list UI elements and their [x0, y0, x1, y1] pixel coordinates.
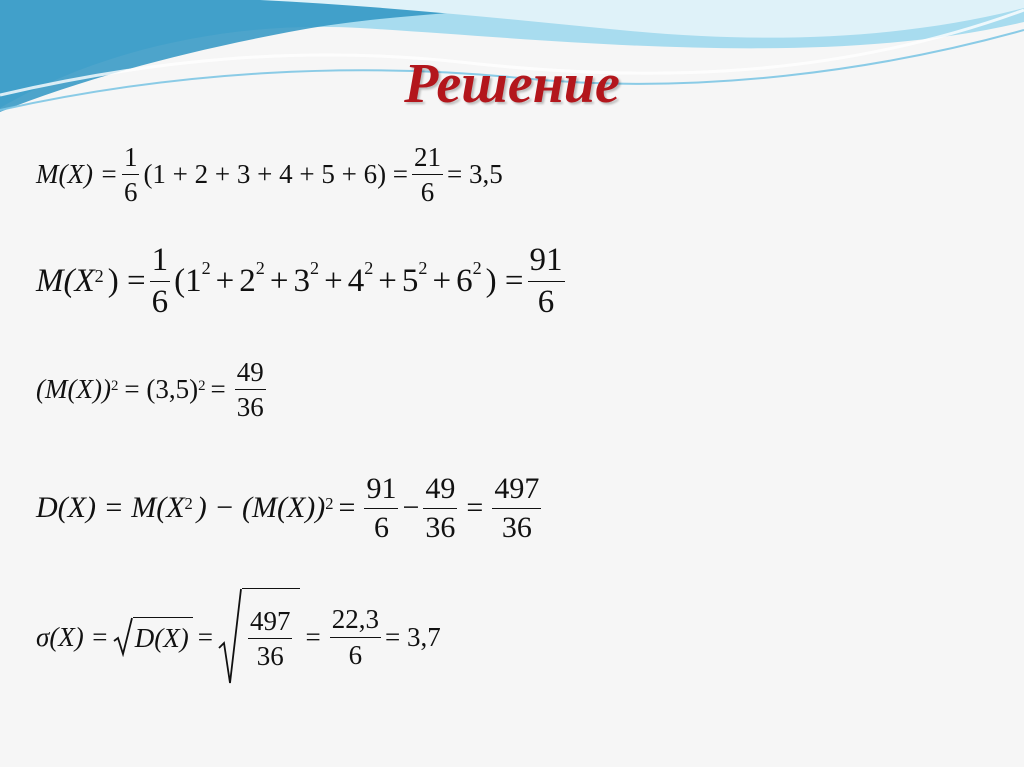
eq1-sum: (1 + 2 + 3 + 4 + 5 + 6) = [143, 159, 409, 190]
eq2-term-base: 1 [185, 262, 202, 299]
eq5-frac2-denominator: 6 [348, 639, 363, 670]
eq3-lhs: (M(X)) [36, 374, 111, 405]
eq5-lhs: σ(X) = [36, 621, 109, 652]
eq4-fraction-result [492, 473, 541, 543]
eq1-fraction-result [412, 143, 443, 207]
eq5-sqrt-variance [113, 617, 193, 657]
eq4-lhs: D(X) = M(X [36, 491, 185, 524]
eq4-exponent-2: 2 [325, 493, 334, 513]
eq4-frac1-denominator: 6 [373, 510, 389, 544]
eq2-fraction-result [528, 243, 565, 319]
eq4-frac2-denominator: 36 [425, 510, 456, 544]
eq4-equals-2: = [466, 491, 484, 524]
eq2-term-exponent: 2 [364, 258, 374, 279]
fraction-bar [330, 637, 381, 638]
eq3-frac-numerator: 49 [236, 357, 264, 387]
eq1-fraction-one-sixth [122, 143, 140, 207]
fraction-bar [492, 508, 541, 509]
eq2-plus: + [378, 262, 397, 299]
equation-expectation-of-square [36, 243, 569, 319]
eq3-frac-denominator: 36 [236, 392, 264, 423]
eq5-fraction-1 [248, 607, 293, 671]
eq2-plus: + [324, 262, 343, 299]
eq5-sqrt-fraction [218, 588, 301, 686]
eq4-equals-1: = [338, 491, 356, 524]
eq5-sqrt2-radicand [242, 588, 301, 686]
radical-sign-icon [218, 588, 242, 686]
eq2-term-3 [293, 258, 320, 300]
eq1-result: = 3,5 [447, 159, 503, 190]
eq1-lhs: M(X) = [36, 159, 118, 190]
eq2-term-exponent: 2 [472, 258, 482, 279]
eq2-term-base: 5 [401, 262, 419, 299]
eq2-lhs-exponent: 2 [94, 266, 104, 287]
eq4-fraction-2 [423, 473, 457, 543]
eq2-close: ) = [485, 262, 524, 299]
eq2-term-4 [347, 258, 374, 300]
eq1-frac2-denominator: 6 [420, 177, 435, 208]
radical-sign-icon [113, 617, 133, 657]
fraction-bar [122, 174, 140, 175]
eq2-term-exponent: 2 [255, 258, 265, 279]
eq5-frac1-denominator: 36 [256, 641, 284, 671]
fraction-bar [528, 281, 565, 282]
eq2-term-1 [185, 258, 211, 300]
eq3-mid-exponent: 2 [198, 377, 206, 394]
eq2-open-paren: ( [174, 262, 186, 299]
eq1-frac2-numerator: 21 [414, 142, 442, 172]
eq2-term-exponent: 2 [201, 258, 211, 279]
fraction-bar [423, 508, 457, 509]
eq1-frac1-numerator: 1 [123, 142, 138, 172]
eq4-exponent-1: 2 [184, 493, 193, 513]
fraction-bar [235, 389, 266, 390]
eq2-frac1-numerator: 1 [151, 242, 169, 278]
eq5-result: = 3,7 [384, 621, 441, 652]
eq3-equals: = [210, 374, 226, 405]
eq2-term-base: 4 [347, 262, 365, 299]
fraction-bar [412, 174, 443, 175]
fraction-bar [150, 281, 171, 282]
eq5-frac1-numerator: 497 [249, 605, 291, 636]
eq4-frac1-numerator: 91 [366, 472, 397, 505]
eq3-fraction-result [235, 358, 266, 422]
eq5-frac2-numerator: 22,3 [331, 604, 379, 635]
eq2-term-base: 2 [239, 262, 256, 299]
eq4-frac2-numerator: 49 [425, 472, 456, 505]
eq5-equals-2: = [305, 621, 321, 652]
slide-title: Решение [404, 53, 620, 115]
eq2-plus: + [215, 262, 235, 299]
eq4-frac3-numerator: 497 [494, 472, 540, 505]
eq2-lhs-b: ) = [107, 262, 146, 299]
eq2-fraction-one-sixth [150, 243, 171, 319]
eq3-lhs-exponent: 2 [110, 377, 119, 394]
fraction-bar [248, 638, 293, 639]
equation-variance [36, 473, 545, 543]
fraction-bar [364, 508, 398, 509]
eq4-mid: ) − (M(X)) [196, 491, 326, 524]
equation-square-of-expectation [36, 358, 270, 422]
eq1-frac1-denominator: 6 [123, 177, 138, 208]
eq2-plus: + [269, 262, 289, 299]
eq2-term-base: 6 [456, 262, 473, 299]
eq2-frac2-denominator: 6 [537, 283, 555, 320]
eq2-term-exponent: 2 [309, 258, 320, 279]
eq4-fraction-1 [364, 473, 398, 543]
eq4-frac3-denominator: 36 [501, 510, 532, 544]
eq2-term-exponent: 2 [418, 258, 428, 279]
eq2-plus: + [432, 262, 452, 299]
eq2-frac2-numerator: 91 [529, 242, 563, 278]
eq2-term-5 [401, 258, 428, 300]
eq2-lhs-a: M(X [36, 262, 95, 299]
equation-standard-deviation [36, 588, 441, 686]
equation-expectation [36, 143, 503, 207]
eq5-sqrt1-radicand: D(X) [133, 617, 193, 657]
eq3-mid: = (3,5) [124, 374, 199, 405]
eq2-frac1-denominator: 6 [151, 283, 169, 320]
eq5-fraction-2 [330, 605, 381, 669]
eq4-minus: − [402, 491, 420, 524]
eq2-term-6 [456, 258, 482, 300]
eq5-equals-1: = [197, 621, 213, 652]
eq2-term-base: 3 [293, 262, 310, 299]
eq2-term-2 [239, 258, 265, 300]
